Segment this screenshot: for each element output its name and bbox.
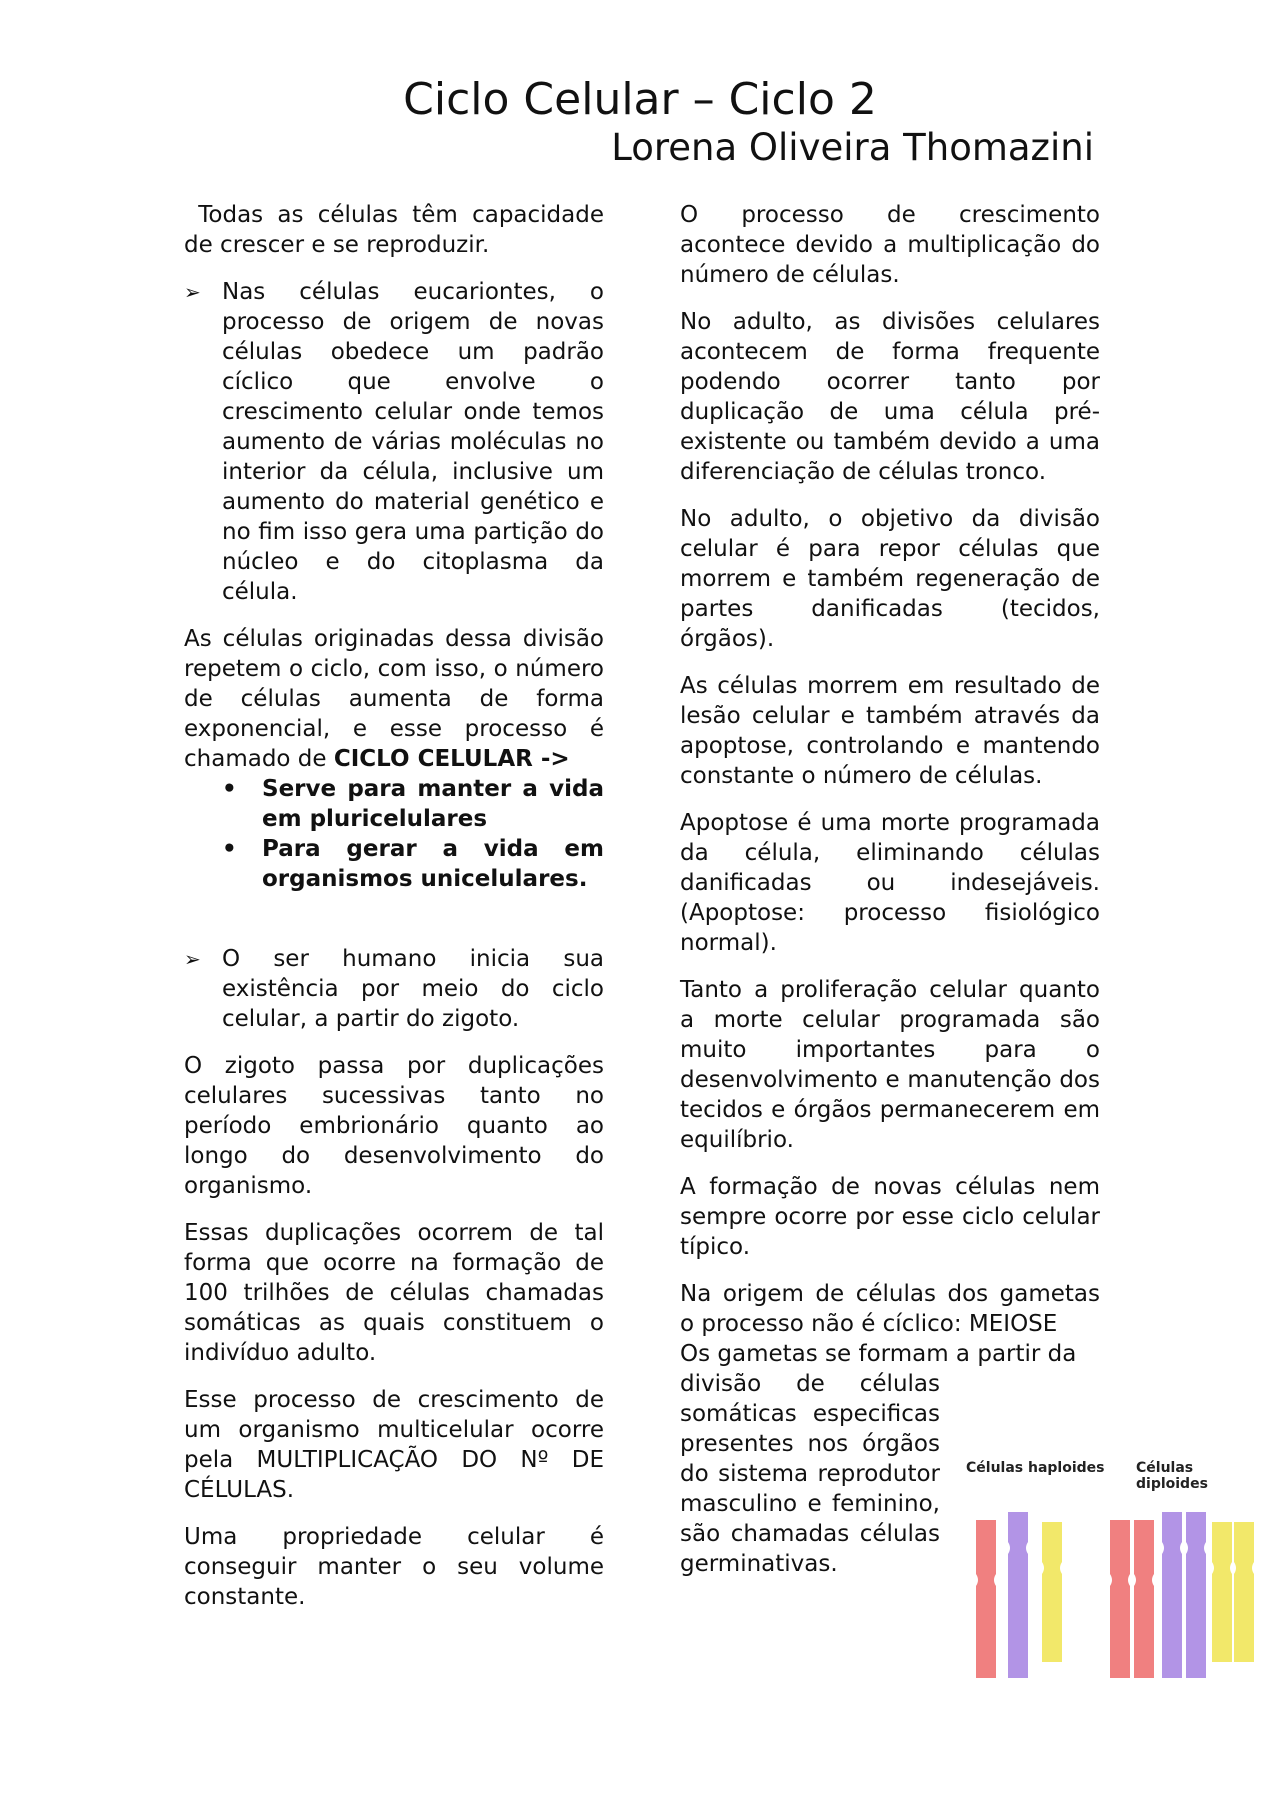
arrow-bullet-icon: ➢ xyxy=(184,280,201,304)
author-name: Lorena Oliveira Thomazini xyxy=(611,126,1094,169)
chromosome-purple xyxy=(1162,1512,1182,1678)
diploid-chromosomes xyxy=(1110,1512,1254,1678)
chromosome-red xyxy=(1134,1520,1154,1678)
paragraph: O processo de crescimento acontece devido a multiplicação do número de células. xyxy=(680,202,1100,288)
paragraph: Uma propriedade celular é conseguir manter o seu volume constante. xyxy=(184,1524,604,1610)
paragraph-first-line: Os gametas se formam a partir da xyxy=(680,1341,1077,1367)
paragraph-wrapped-text: divisão de células somáticas especificas presentes nos órgãos do sistema reprodutor masculino e feminino, são chamadas células germinativas. xyxy=(680,1371,940,1577)
chromosome-yellow xyxy=(1042,1522,1062,1662)
arrow-list-item xyxy=(184,277,604,607)
right-column xyxy=(680,200,1100,1579)
chromosome-yellow xyxy=(1234,1522,1254,1662)
arrow-bullet-icon: ➢ xyxy=(184,947,201,971)
diploid-label: Células diploides xyxy=(1136,1460,1208,1492)
paragraph: Tanto a proliferação celular quanto a morte celular programada são muito importantes para o desenvolvimento e manutenção dos tecidos e órgãos permanecerem em equilíbrio. xyxy=(680,977,1100,1153)
paragraph: Apoptose é uma morte programada da célula, eliminando células danificadas ou indesejáveis. (Apoptose: processo fisiológico normal). xyxy=(680,810,1100,956)
arrow-item-text: O ser humano inicia sua existência por meio do ciclo celular, a partir do zigoto. xyxy=(222,946,604,1032)
list-item-text: Serve para manter a vida em pluricelulares xyxy=(262,776,604,832)
chromosome-yellow xyxy=(1212,1522,1232,1662)
chromosome-purple xyxy=(1008,1512,1028,1678)
arrow-list-item xyxy=(184,944,604,1034)
spacer xyxy=(184,894,604,944)
arrow-item-text: Nas células eucariontes, o processo de origem de novas células obedece um padrão cíclico que envolve o crescimento celular onde temos aumento de várias moléculas no interior da célula, inclusive um aumento do material genético e no fim isso gera uma partição do núcleo e do citoplasma da célula. xyxy=(222,279,604,605)
list-item xyxy=(184,834,604,894)
bullet-list xyxy=(184,774,604,894)
paragraph: Todas as células têm capacidade de crescer e se reproduzir. xyxy=(184,202,612,258)
paragraph: As células morrem em resultado de lesão celular e também através da apoptose, controlando e mantendo constante o número de células. xyxy=(680,673,1100,789)
list-item xyxy=(184,774,604,834)
haploid-label: Células haploides xyxy=(966,1460,1105,1476)
chromosome-red xyxy=(976,1520,996,1678)
chromosome-figure xyxy=(960,1460,1260,1720)
paragraph: Essas duplicações ocorrem de tal forma que ocorre na formação de 100 trilhões de células chamadas somáticas as quais constituem o indivíduo adulto. xyxy=(184,1220,604,1366)
paragraph: O zigoto passa por duplicações celulares sucessivas tanto no período embrionário quanto ao longo do desenvolvimento do organismo. xyxy=(184,1053,604,1199)
page-title: Ciclo Celular – Ciclo 2 xyxy=(403,74,877,125)
paragraph: Na origem de células dos gametas o processo não é cíclico: MEIOSE xyxy=(680,1281,1100,1337)
cycle-term: CICLO CELULAR -> xyxy=(333,746,570,772)
chromosome-red xyxy=(1110,1520,1130,1678)
chromosomes-illustration xyxy=(960,1460,1260,1720)
paragraph: A formação de novas células nem sempre ocorre por esse ciclo celular típico. xyxy=(680,1174,1100,1260)
paragraph: No adulto, as divisões celulares acontecem de forma frequente podendo ocorrer tanto por duplicação de uma célula pré-existente ou também devido a uma diferenciação de células tronco. xyxy=(680,309,1100,485)
haploid-chromosomes xyxy=(976,1512,1062,1678)
bullet-icon: • xyxy=(222,776,237,802)
paragraph: Esse processo de crescimento de um organismo multicelular ocorre pela MULTIPLICAÇÃO DO Nº DE CÉLULAS. xyxy=(184,1387,604,1503)
paragraph: No adulto, o objetivo da divisão celular é para repor células que morrem e também regeneração de partes danificadas (tecidos, órgãos). xyxy=(680,506,1100,652)
bullet-icon: • xyxy=(222,836,237,862)
list-item-text: Para gerar a vida em organismos unicelulares. xyxy=(262,836,604,892)
chromosome-purple xyxy=(1186,1512,1206,1678)
left-column xyxy=(184,200,612,1629)
paragraph xyxy=(184,624,604,774)
paragraph-text: As células originadas dessa divisão repetem o ciclo, com isso, o número de células aumenta de forma exponencial, e esse processo é chamado de xyxy=(184,626,604,772)
